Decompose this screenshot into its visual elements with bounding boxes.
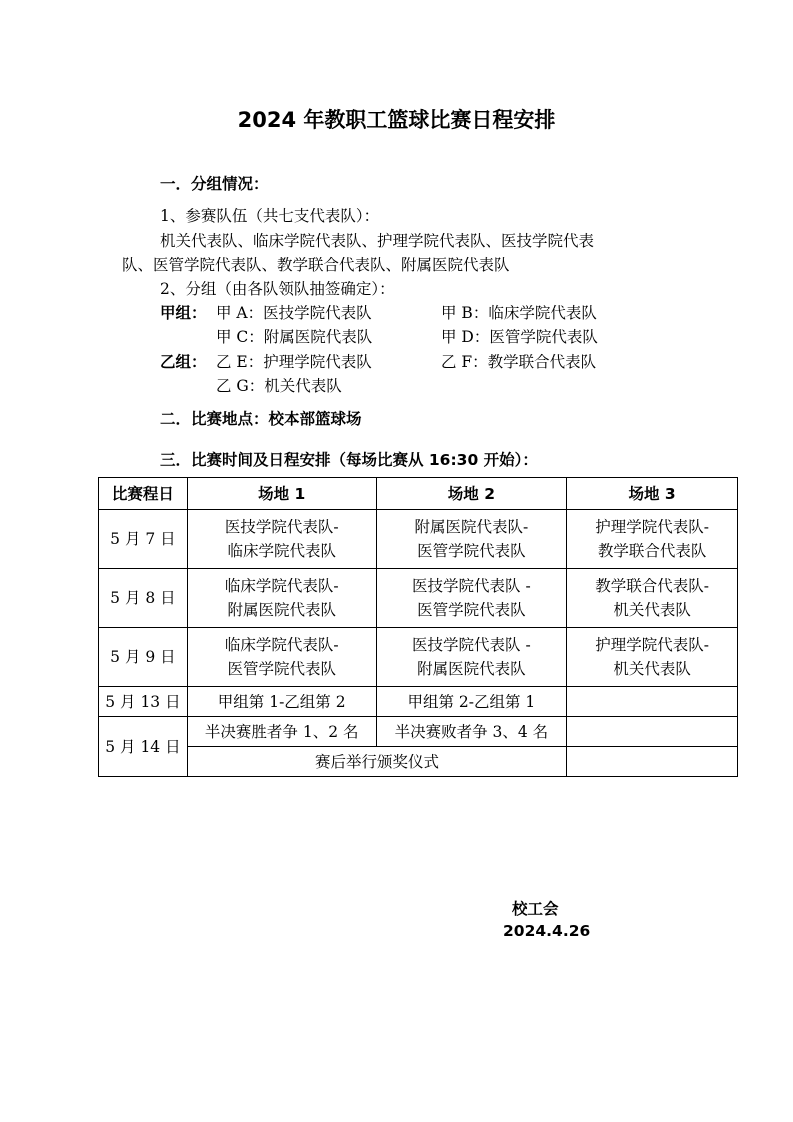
match-team: 医管学院代表队	[227, 660, 336, 678]
teams-heading: 1、参赛队伍（共七支代表队）：	[160, 207, 380, 225]
match-cell: 半决赛败者争 3、4 名	[376, 717, 567, 747]
match-team: 临床学院代表队-	[224, 577, 339, 595]
table-row	[99, 569, 738, 628]
match-cell	[567, 628, 738, 687]
page-title: 2024 年教职工篮球比赛日程安排	[237, 108, 556, 132]
match-team: 附属医院代表队-	[414, 518, 529, 536]
match-cell	[187, 569, 376, 628]
date-cell: 5 月 14 日	[99, 717, 188, 777]
date-cell: 5 月 7 日	[99, 510, 188, 569]
match-team: 教学联合代表队	[597, 542, 707, 560]
group-b-team: 乙 F：教学联合代表队	[441, 353, 597, 371]
match-team: 附属医院代表队	[227, 601, 336, 619]
table-header: 场地 3	[567, 478, 738, 510]
teams-line-2: 队、医管学院代表队、教学联合代表队、附属医院代表队	[122, 256, 510, 274]
table-header: 比赛程日	[99, 478, 188, 510]
table-row	[99, 687, 738, 717]
group-a-team: 甲 D：医管学院代表队	[441, 328, 598, 346]
section3-heading: 三．比赛时间及日程安排（每场比赛从 16:30 开始）：	[160, 451, 538, 469]
match-cell: 甲组第 1-乙组第 2	[187, 687, 376, 717]
table-row	[99, 747, 738, 777]
group-a-team: 甲 B：临床学院代表队	[441, 304, 597, 322]
group-a-team: 甲 A：医技学院代表队	[216, 304, 372, 322]
empty-cell	[567, 687, 738, 717]
match-cell	[567, 569, 738, 628]
table-row	[99, 510, 738, 569]
table-row	[99, 717, 738, 747]
match-cell	[187, 510, 376, 569]
group-a-team: 甲 C：附属医院代表队	[216, 328, 373, 346]
match-team: 教学联合代表队-	[595, 577, 709, 595]
match-cell	[376, 510, 567, 569]
group-a-label: 甲组：	[160, 304, 207, 322]
match-team: 医管学院代表队	[417, 542, 526, 560]
match-cell	[376, 628, 567, 687]
signature-date: 2024.4.26	[503, 922, 591, 940]
table-header: 场地 1	[187, 478, 376, 510]
match-team: 临床学院代表队-	[224, 636, 339, 654]
match-cell: 半决赛胜者争 1、2 名	[187, 717, 376, 747]
section2-heading: 二．比赛地点：校本部篮球场	[160, 410, 362, 428]
date-cell: 5 月 13 日	[99, 687, 188, 717]
match-team: 临床学院代表队	[227, 542, 336, 560]
date-cell: 5 月 9 日	[99, 628, 188, 687]
group-b-team: 乙 E：护理学院代表队	[216, 353, 372, 371]
teams-line-1: 机关代表队、临床学院代表队、护理学院代表队、医技学院代表	[160, 232, 595, 250]
ceremony-cell: 赛后举行颁奖仪式	[187, 747, 566, 777]
groups-heading: 2、分组（由各队领队抽签确定）：	[160, 280, 395, 298]
group-b-label: 乙组：	[160, 353, 207, 371]
match-team: 医技学院代表队 -	[412, 636, 531, 654]
table-header-row	[99, 478, 738, 510]
match-cell	[376, 569, 567, 628]
match-team: 护理学院代表队-	[595, 636, 709, 654]
section1-heading: 一．分组情况：	[160, 175, 269, 193]
match-team: 医管学院代表队	[417, 601, 526, 619]
empty-cell	[567, 717, 738, 747]
empty-cell	[567, 747, 738, 777]
match-cell: 甲组第 2-乙组第 1	[376, 687, 567, 717]
schedule-table	[98, 477, 738, 777]
signature-org: 校工会	[512, 900, 559, 918]
match-team: 附属医院代表队	[417, 660, 526, 678]
match-cell	[187, 628, 376, 687]
match-team: 机关代表队	[613, 601, 691, 619]
date-cell: 5 月 8 日	[99, 569, 188, 628]
group-b-team: 乙 G：机关代表队	[216, 377, 342, 395]
table-row	[99, 628, 738, 687]
match-team: 医技学院代表队 -	[412, 577, 531, 595]
match-team: 机关代表队	[613, 660, 691, 678]
table-header: 场地 2	[376, 478, 567, 510]
match-cell	[567, 510, 738, 569]
match-team: 医技学院代表队-	[224, 518, 339, 536]
match-team: 护理学院代表队-	[595, 518, 709, 536]
